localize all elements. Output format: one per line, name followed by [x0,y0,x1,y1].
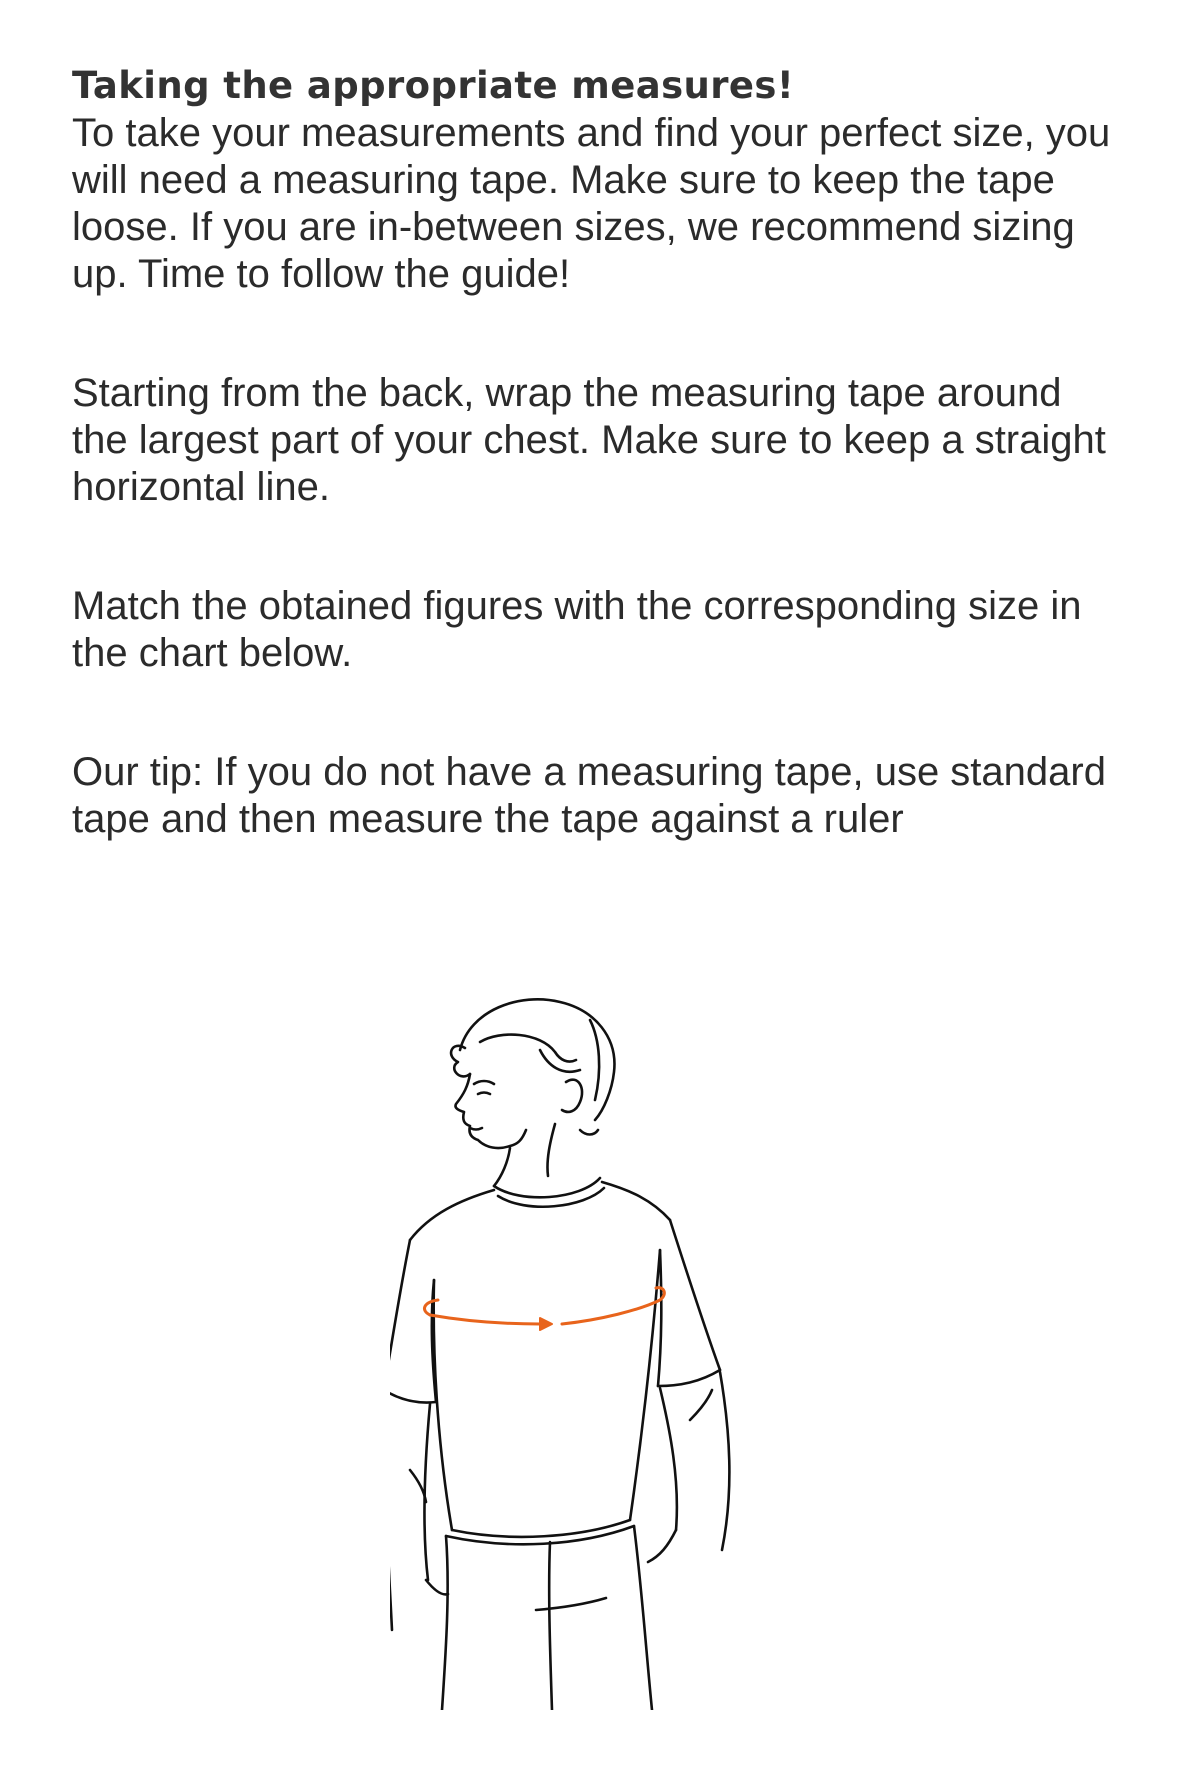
chest-measurement-figure-icon [390,990,840,1710]
tape-front-right [562,1288,664,1324]
shoulder-left [410,1190,494,1240]
hand-left [426,1580,448,1594]
hair-outline [460,999,614,1120]
neck-back [547,1124,555,1176]
trousers-pocket [536,1598,606,1610]
hand-right [648,1530,676,1562]
guide-tip: Our tip: If you do not have a measuring tape, use standard tape and then measure the tape against a ruler [72,750,1106,841]
sleeve-left-hem [390,1390,436,1403]
arm-right-outer [720,1372,729,1550]
hair-strand-3 [590,1020,599,1100]
mouth [470,1128,482,1130]
neck-front [494,1148,510,1186]
sleeve-left-outer [390,1240,410,1390]
sleeve-right-outer [670,1220,720,1370]
torso-right [630,1250,660,1520]
trousers-left [442,1536,448,1710]
guide-step-chest: Starting from the back, wrap the measuring tape around the largest part of your chest. Make sure to keep a straight horizontal line. [72,371,1106,509]
hair-strand [480,1035,576,1062]
trousers-belt-loop [549,1542,552,1710]
trousers-right [634,1526,652,1710]
guide-step-match: Match the obtained figures with the corresponding size in the chart below. [72,584,1082,675]
arm-left-outer [390,1392,392,1630]
ear [562,1080,582,1112]
eye [478,1093,490,1095]
arm-left-inner [424,1404,430,1580]
arm-right-inner [660,1388,677,1530]
sleeve-right-hem [658,1370,720,1386]
neck-curl [580,1130,598,1135]
guide-heading: Taking the appropriate measures! [72,64,795,107]
trousers-waist [446,1526,634,1544]
arm-right-fold [690,1390,712,1420]
shoulder-right [602,1182,670,1220]
guide-intro: To take your measurements and find your perfect size, you will need a measuring tape. Make sure to keep the tape loose. If you are in-between sizes, we recommend sizing up. Time to follow the guide! [72,111,1111,296]
size-guide-content [72,62,1112,843]
tape-front-left [430,1315,540,1324]
tape-arrow-icon [540,1318,552,1330]
collar-outer [494,1178,600,1197]
face-profile [455,1074,526,1148]
eyebrow [474,1081,494,1084]
